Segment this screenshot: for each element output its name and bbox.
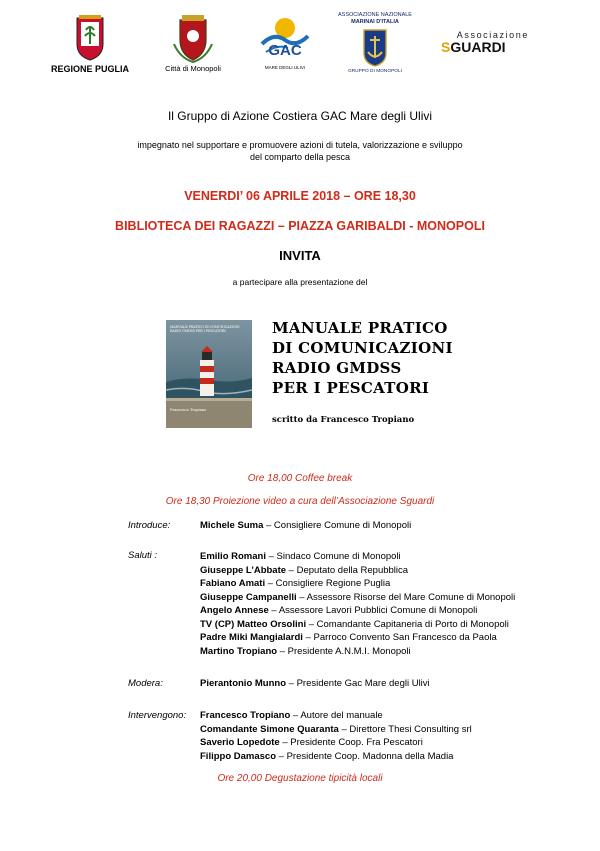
intervengono-label: Intervengono: <box>128 710 187 721</box>
regione-puglia-emblem-icon <box>62 14 118 62</box>
person-role: – Presidente A.N.M.I. Monopoli <box>277 645 411 657</box>
person-role: – Consigliere Regione Puglia <box>265 578 391 589</box>
book-cover-title: MANUALE PRATICO DI COMUNICAZIONI RADIO GMDSS PER I PESCATORI <box>170 325 240 333</box>
person-name: Giuseppe L’Abbate <box>200 564 287 576</box>
header-subtitle-2: del comparto della pesca <box>249 152 351 162</box>
invite-text: a partecipare alla presentazione del <box>232 277 368 287</box>
regione-puglia-label: REGIONE PUGLIA <box>50 64 129 74</box>
book-title-line-2: DI COMUNICAZIONI <box>272 339 453 357</box>
marinai-italia-logo <box>335 12 415 76</box>
anchor-crest-icon <box>361 27 389 67</box>
book-title <box>272 318 453 398</box>
sguardi-line2 <box>441 39 529 55</box>
list-item <box>200 677 430 691</box>
list-item <box>200 723 472 737</box>
list-item <box>200 645 515 659</box>
monopoli-crest-icon <box>168 14 218 64</box>
book-title-line-4: PER I PESCATORI <box>272 379 430 397</box>
list-item <box>200 631 515 645</box>
person-name: Saverio Lopedote <box>200 737 280 748</box>
modera-label: Modera: <box>128 678 163 689</box>
person-role: – Presidente Coop. Fra Pescatori <box>279 737 423 748</box>
list-item <box>200 550 515 564</box>
sguardi-line1: Associazione <box>456 30 529 40</box>
event-date: VENERDI’ 06 APRILE 2018 – ORE 18,30 <box>184 189 416 203</box>
sguardi-s-mark: S <box>441 39 451 55</box>
sguardi-rest: GUARDI <box>450 39 506 55</box>
person-name: Padre Miki Mangialardi <box>200 632 303 643</box>
invita-heading: INVITA <box>279 248 321 263</box>
list-item <box>200 564 515 578</box>
citta-monopoli-label: Città di Monopoli <box>165 64 221 73</box>
list-item <box>200 750 472 764</box>
person-role: – Presidente Gac Mare degli Ulivi <box>286 678 430 689</box>
saluti-label: Saluti : <box>128 550 158 561</box>
book-cover-image <box>166 320 252 428</box>
person-name: Comandante Simone Quaranta <box>200 723 339 735</box>
intervengono-list <box>200 709 472 763</box>
regione-puglia-logo <box>62 14 118 64</box>
person-name: TV (CP) Matteo Orsolini <box>200 618 307 630</box>
person-role: – Sindaco Comune di Monopoli <box>265 551 401 562</box>
person-name: Francesco Tropiano <box>200 710 291 721</box>
marinai-line1: ASSOCIAZIONE NAZIONALE <box>338 12 412 18</box>
person-name: Fabiano Amati <box>200 578 266 589</box>
person-role: – Assessore Risorse del Mare Comune di Monopoli <box>296 591 516 603</box>
introduce-label: Introduce: <box>128 520 171 531</box>
gac-logo <box>256 14 314 72</box>
book-title-line-1: MANUALE PRATICO <box>272 319 448 337</box>
person-name: Michele Suma <box>200 520 264 531</box>
book-cover-author: Francesco Tropiano <box>170 408 207 412</box>
person-role: – Presidente Coop. Madonna della Madia <box>276 750 454 762</box>
saluti-list <box>200 550 515 658</box>
person-role: – Autore del manuale <box>290 710 383 721</box>
person-role: – Consigliere Comune di Monopoli <box>263 520 412 531</box>
person-name: Giuseppe Campanelli <box>200 591 297 603</box>
person-name: Filippo Damasco <box>200 750 277 762</box>
citta-monopoli-logo <box>168 14 218 64</box>
list-item <box>200 577 515 591</box>
marinai-subtitle: GRUPPO DI MONOPOLI <box>347 69 403 74</box>
modera-list <box>200 677 430 691</box>
person-name: Martino Tropiano <box>200 645 278 657</box>
list-item <box>200 519 411 533</box>
header-subtitle-1: impegnato nel supportare e promuovere azioni di tutela, valorizzazione e sviluppo <box>137 140 463 150</box>
list-item <box>200 709 472 723</box>
person-role: – Assessore Lavori Pubblici Comune di Monopoli <box>268 605 478 616</box>
person-role: – Deputato della Repubblica <box>286 564 409 576</box>
gac-subtitle: MARE DEGLI ULIVI <box>264 65 306 70</box>
book-author: scritto da Francesco Tropiano <box>272 415 415 425</box>
person-role: – Comandante Capitaneria di Porto di Monopoli <box>306 618 509 630</box>
sguardi-logo <box>441 30 529 60</box>
person-role: – Direttore Thesi Consulting srl <box>338 723 472 735</box>
book-title-line-3: RADIO GMDSS <box>272 359 402 377</box>
person-name: Pierantonio Munno <box>200 678 287 689</box>
program-tasting: Ore 20,00 Degustazione tipicità locali <box>217 773 383 784</box>
program-coffee: Ore 18,00 Coffee break <box>247 473 353 484</box>
program-video: Ore 18,30 Proiezione video a cura dell’Associazione Sguardi <box>165 496 435 507</box>
list-item <box>200 618 515 632</box>
list-item <box>200 736 472 750</box>
gac-title: GAC <box>268 42 302 59</box>
event-place: BIBLIOTECA DEI RAGAZZI – PIAZZA GARIBALDI - MONOPOLI <box>115 219 485 233</box>
person-role: – Parroco Convento San Francesco da Paola <box>302 632 497 643</box>
list-item <box>200 604 515 618</box>
person-name: Emilio Romani <box>200 551 266 562</box>
person-name: Angelo Annese <box>200 605 269 616</box>
marinai-line2: MARINAI D'ITALIA <box>351 19 399 25</box>
header-title: Il Gruppo di Azione Costiera GAC Mare degli Ulivi <box>167 109 433 123</box>
list-item <box>200 591 515 605</box>
introduce-list <box>200 519 411 533</box>
